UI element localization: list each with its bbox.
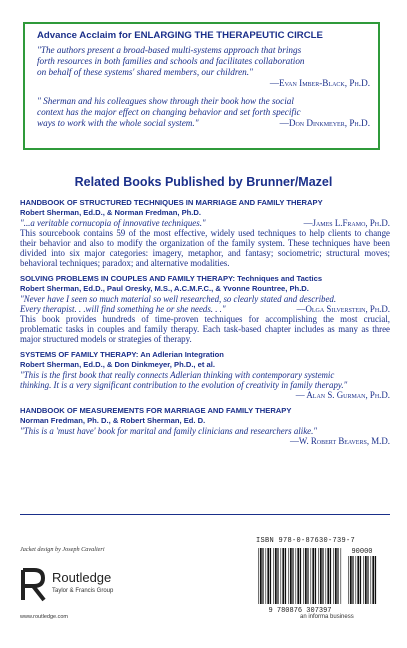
publisher-subtitle: Taylor & Francis Group xyxy=(52,588,114,594)
barcode-bar xyxy=(307,548,308,604)
acclaim-quote-1 xyxy=(37,45,370,89)
book-quote-attribution: —W. Robert Beavers, M.D. xyxy=(290,436,390,446)
barcode-bar xyxy=(315,548,316,604)
book-quote xyxy=(20,218,390,228)
barcode-bar xyxy=(303,548,304,604)
book-quote-text: Every therapist. . .will find something he or she needs. . ." xyxy=(20,304,226,314)
barcode-bar xyxy=(311,548,312,604)
barcode-bar xyxy=(285,548,286,604)
barcode-bar xyxy=(357,556,359,604)
jacket-design-credit: Jacket design by Joseph Cavalieri xyxy=(20,546,105,553)
book-quote-line: thinking. It is a very significant contribution to the evolution of creativity in family therapy." xyxy=(20,380,348,390)
book-entry xyxy=(20,350,390,400)
barcode-bar xyxy=(266,548,267,604)
book-title: HANDBOOK OF STRUCTURED TECHNIQUES IN MARRIAGE AND FAMILY THERAPY xyxy=(20,198,323,207)
divider xyxy=(20,514,390,515)
barcode-bar xyxy=(375,556,376,604)
informa-tagline: an informa business xyxy=(300,614,354,620)
barcode-bar xyxy=(262,548,263,604)
book-authors: Robert Sherman, Ed.D., & Norman Fredman, Ph.D. xyxy=(20,208,202,217)
barcode-bar xyxy=(297,548,299,604)
barcode-bar xyxy=(335,548,337,604)
quote-line: context has the major effect on changing behavior and set forth specific xyxy=(37,107,301,117)
book-quote-attribution: — Alan S. Gurman, Ph.D. xyxy=(295,390,390,400)
book-quote-line: "Never have I seen so much material so well researched, so clearly stated and described. xyxy=(20,294,337,304)
publisher-logo xyxy=(20,568,140,604)
book-quote-line: "This is a 'must have' book for marital and family clinicians and researchers alike." xyxy=(20,426,318,436)
barcode-bar xyxy=(275,548,277,604)
barcode-bar xyxy=(273,548,274,604)
quote-attribution: —Don Dinkmeyer, Ph.D. xyxy=(279,118,370,128)
quote-attribution: —Evan Imber-Black, Ph.D. xyxy=(269,78,370,88)
acclaim-heading: Advance Acclaim for ENLARGING THE THERAPEUTIC CIRCLE xyxy=(37,30,323,41)
book-entry xyxy=(20,274,390,344)
quote-line-last xyxy=(37,118,370,129)
publisher-website: www.routledge.com xyxy=(20,614,68,620)
barcode-bar xyxy=(267,548,269,604)
book-title: HANDBOOK OF MEASUREMENTS FOR MARRIAGE AND FAMILY THERAPY xyxy=(20,406,292,415)
barcode-bar xyxy=(367,556,368,604)
related-books-list xyxy=(20,198,390,452)
barcode-image xyxy=(256,546,388,614)
barcode-bar xyxy=(360,556,361,604)
book-authors: Robert Sherman, Ed.D., Paul Oresky, M.S., A.C.M.F.C., & Yvonne Rountree, Ph.D. xyxy=(20,284,309,293)
quote-line: on behalf of these systems' shared members, our children." xyxy=(37,67,253,77)
barcode-bar xyxy=(290,548,292,604)
barcode-bar xyxy=(371,556,372,604)
book-title: SOLVING PROBLEMS IN COUPLES AND FAMILY THERAPY: Techniques and Tactics xyxy=(20,274,323,283)
quote-line: forth resources in both families and schools and facilitates collaboration xyxy=(37,56,305,66)
quote-line-text: ways to work with the whole social system." xyxy=(37,118,199,128)
barcode-bar xyxy=(333,548,334,604)
barcode-bar xyxy=(277,548,278,604)
book-entry xyxy=(20,198,390,268)
barcode-bar xyxy=(320,548,322,604)
book-description: This sourcebook contains 59 of the most effective, widely used techniques to help clients to change their behavior and also to modify the organization of the family system. These techniques have been divided into six major categories: imagery, metaphor, and fantasy; sociometric; structural moves; behavioral techniques; paradox; and alternative modalities. xyxy=(20,228,390,268)
barcode-bar xyxy=(337,548,338,604)
barcode-bar xyxy=(372,556,374,604)
book-entry xyxy=(20,406,390,446)
barcode-bar xyxy=(300,548,301,604)
barcode-bar xyxy=(352,556,353,604)
barcode-bar xyxy=(350,556,352,604)
book-authors: Norman Fredman, Ph. D., & Robert Sherman, Ed. D. xyxy=(20,416,206,425)
barcode-bar xyxy=(326,548,327,604)
barcode-digits: 9 780876 307397 xyxy=(268,607,332,614)
quote-line: "The authors present a broad-based multi-systems approach that brings xyxy=(37,45,302,55)
routledge-r-icon xyxy=(20,568,48,602)
book-quote-attribution: —Olga Silverstein, Ph.D. xyxy=(296,304,390,314)
barcode-bar xyxy=(292,548,293,604)
related-books-heading: Related Books Published by Brunner/Mazel xyxy=(74,175,333,189)
barcode-addon-bars xyxy=(348,556,376,604)
book-quote-attribution: —James L.Framo, Ph.D. xyxy=(303,218,390,228)
barcode-bar xyxy=(330,548,331,604)
book-description: This book provides hundreds of time-proven techniques for accomplishing the most crucial, problematic tasks in couples and family therapy. Each task-based chapter includes as many as three major structured models or strategies of therapy. xyxy=(20,314,390,344)
barcode-bar xyxy=(270,548,271,604)
publisher-name: Routledge xyxy=(52,570,112,585)
book-authors: Robert Sherman, Ed.D., & Don Dinkmeyer, Ph.D., et al. xyxy=(20,360,215,369)
barcode-bar xyxy=(260,548,262,604)
barcode-bars xyxy=(258,548,341,604)
barcode-bar xyxy=(365,556,367,604)
acclaim-quote-2 xyxy=(37,96,370,129)
book-title: SYSTEMS OF FAMILY THERAPY: An Adlerian Integration xyxy=(20,350,224,359)
barcode-block xyxy=(256,537,388,614)
quote-line: " Sherman and his colleagues show through their book how the social xyxy=(37,96,294,106)
price-code: 90000 xyxy=(351,548,373,556)
book-quote xyxy=(20,304,390,314)
barcode-bar xyxy=(282,548,284,604)
isbn-text: ISBN 978-0-87630-739-7 xyxy=(256,537,356,545)
barcode-bar xyxy=(327,548,329,604)
acclaim-box xyxy=(23,22,380,150)
barcode-bar xyxy=(356,556,357,604)
book-quote-text: "...a veritable cornucopia of innovative techniques." xyxy=(20,218,206,228)
barcode-bar xyxy=(341,548,342,604)
barcode-bar xyxy=(318,548,319,604)
barcode-bar xyxy=(288,548,289,604)
barcode-bar xyxy=(305,548,307,604)
barcode-bar xyxy=(348,556,349,604)
barcode-bar xyxy=(296,548,297,604)
barcode-bar xyxy=(281,548,282,604)
barcode-bar xyxy=(322,548,323,604)
barcode-bar xyxy=(312,548,314,604)
barcode-bar xyxy=(258,548,259,604)
book-quote-line: "This is the first book that really connects Adlerian thinking with contemporary systemic xyxy=(20,370,335,380)
barcode-bar xyxy=(363,556,364,604)
